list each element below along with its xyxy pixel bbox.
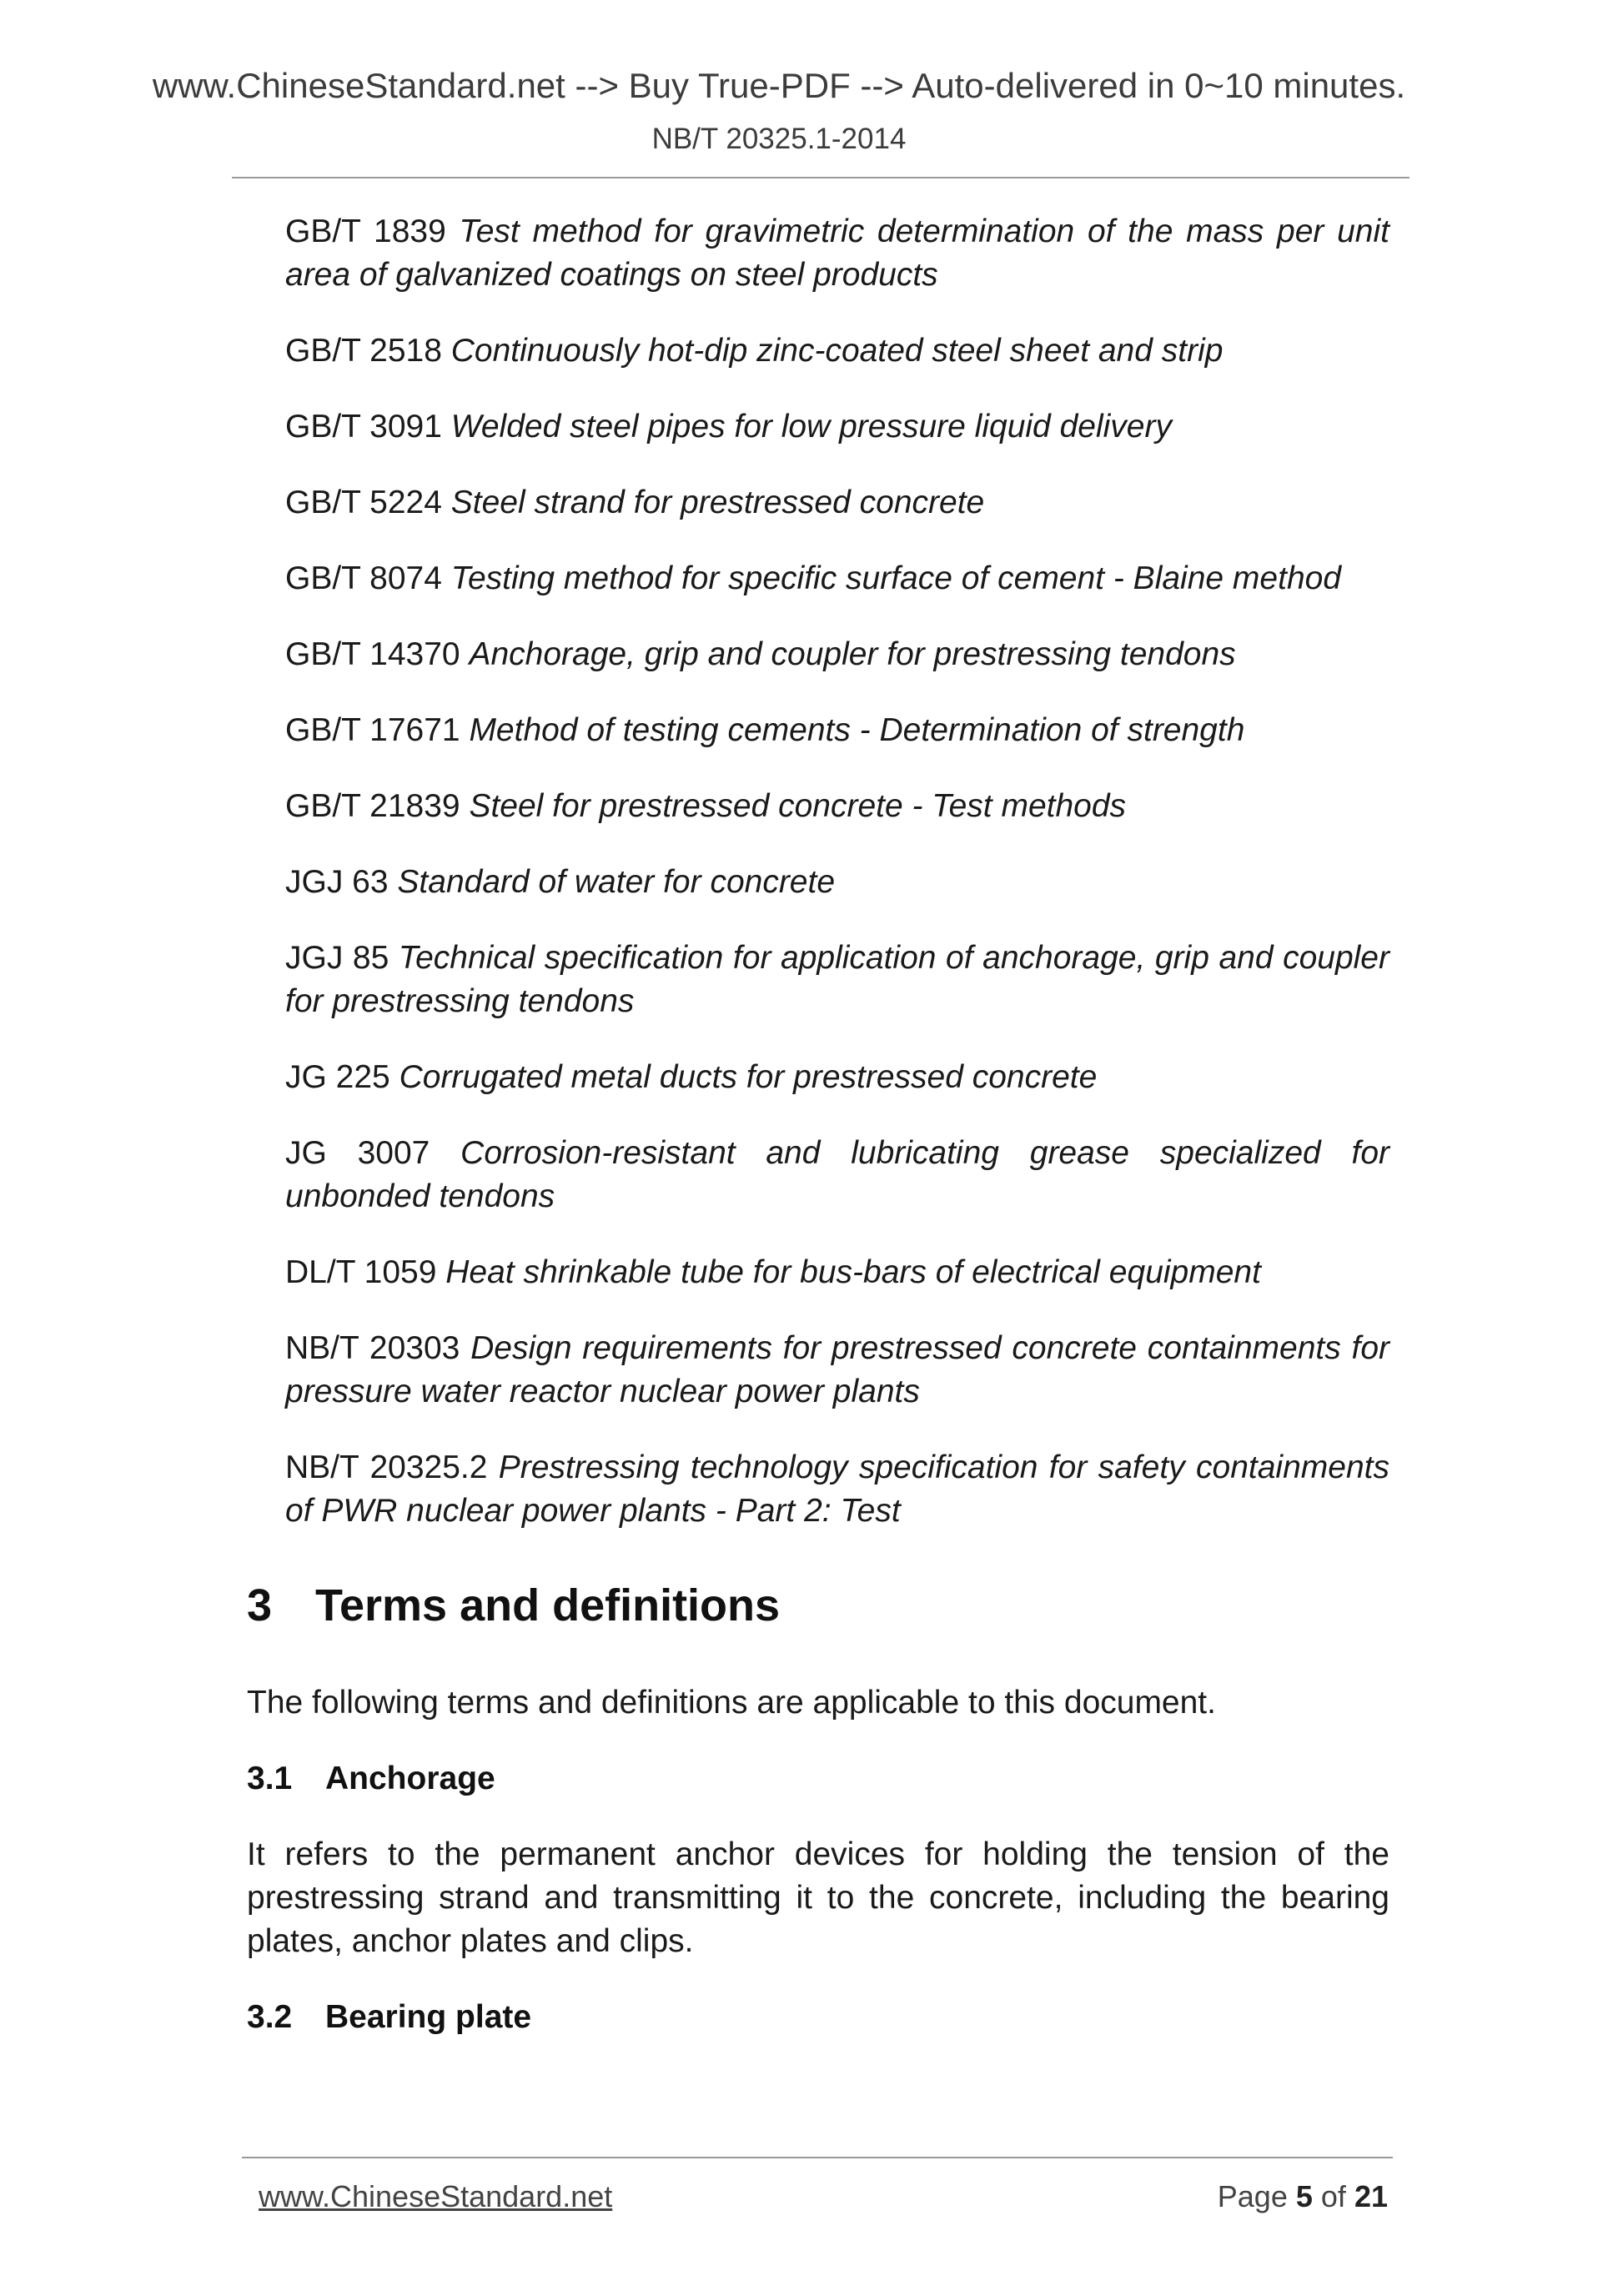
reference-item bbox=[285, 1132, 1389, 1218]
normative-references-list bbox=[285, 210, 1389, 1565]
document-id: NB/T 20325.1-2014 bbox=[651, 123, 907, 155]
page-prefix: Page bbox=[1217, 2179, 1288, 2213]
reference-code: GB/T 3091 bbox=[285, 409, 442, 445]
reference-title: Standard of water for concrete bbox=[397, 864, 836, 900]
term-number: 3.2 bbox=[247, 1999, 293, 2035]
reference-title: Steel for prestressed concrete - Test methods bbox=[469, 788, 1127, 824]
term-definition: It refers to the permanent anchor devices for holding the tension of the prestressing strand and transmitting it to the concrete, including the bearing plates, anchor plates and clips. bbox=[247, 1836, 1389, 1959]
reference-item bbox=[285, 557, 1389, 600]
reference-code: GB/T 14370 bbox=[285, 636, 460, 672]
section-title: Terms and definitions bbox=[315, 1580, 781, 1630]
term-number: 3.1 bbox=[247, 1761, 293, 1796]
reference-code: NB/T 20303 bbox=[285, 1330, 460, 1366]
reference-item bbox=[285, 210, 1389, 297]
page-current: 5 bbox=[1295, 2179, 1313, 2213]
reference-item bbox=[285, 329, 1389, 373]
reference-title: Welded steel pipes for low pressure liquid delivery bbox=[450, 409, 1172, 445]
reference-item bbox=[285, 481, 1389, 525]
section-number: 3 bbox=[247, 1580, 273, 1630]
reference-title: Heat shrinkable tube for bus-bars of electrical equipment bbox=[445, 1254, 1261, 1290]
page-separator: of bbox=[1320, 2179, 1346, 2213]
header-divider bbox=[232, 177, 1409, 178]
term-heading bbox=[247, 1757, 495, 1801]
reference-title: Technical specification for application of anchorage, grip and coupler for prestressing tendons bbox=[285, 940, 1389, 1019]
section-heading bbox=[247, 1579, 780, 1632]
reference-code: JG 225 bbox=[285, 1059, 390, 1095]
reference-item bbox=[285, 1327, 1389, 1414]
section-intro: The following terms and definitions are applicable to this document. bbox=[247, 1685, 1216, 1721]
reference-title: Corrugated metal ducts for prestressed concrete bbox=[399, 1059, 1098, 1095]
term-title: Bearing plate bbox=[325, 1999, 532, 2035]
reference-title: Method of testing cements - Determination of strength bbox=[469, 712, 1245, 748]
reference-title: Anchorage, grip and coupler for prestressing tendons bbox=[469, 636, 1236, 672]
reference-title: Test method for gravimetric determination of the mass per unit area of galvanized coatings on steel products bbox=[285, 214, 1389, 293]
reference-code: GB/T 2518 bbox=[285, 333, 442, 369]
page-total: 21 bbox=[1354, 2179, 1388, 2213]
reference-item bbox=[285, 405, 1389, 449]
reference-code: GB/T 21839 bbox=[285, 788, 460, 824]
reference-item bbox=[285, 709, 1389, 752]
footer-site-link[interactable]: www.ChineseStandard.net bbox=[259, 2179, 613, 2213]
reference-item bbox=[285, 1251, 1389, 1294]
reference-code: GB/T 8074 bbox=[285, 560, 442, 596]
reference-item bbox=[285, 1446, 1389, 1533]
page-indicator bbox=[1218, 2178, 1388, 2214]
reference-code: JGJ 85 bbox=[285, 940, 389, 976]
reference-code: JGJ 63 bbox=[285, 864, 389, 900]
term-title: Anchorage bbox=[325, 1761, 495, 1796]
reference-title: Continuously hot-dip zinc-coated steel sheet and strip bbox=[450, 333, 1224, 369]
reference-title: Design requirements for prestressed concrete containments for pressure water reactor nuclear power plants bbox=[285, 1330, 1389, 1409]
reference-code: JG 3007 bbox=[285, 1135, 430, 1171]
reference-title: Corrosion-resistant and lubricating grease specialized for unbonded tendons bbox=[285, 1135, 1389, 1214]
reference-item bbox=[285, 785, 1389, 828]
reference-code: NB/T 20325.2 bbox=[285, 1449, 488, 1485]
reference-title: Prestressing technology specification for safety containments of PWR nuclear power plants - Part 2: Test bbox=[285, 1449, 1389, 1529]
reference-code: GB/T 5224 bbox=[285, 485, 442, 520]
term-heading bbox=[247, 1996, 531, 2039]
reference-title: Testing method for specific surface of cement - Blaine method bbox=[450, 560, 1342, 596]
reference-item bbox=[285, 633, 1389, 676]
reference-code: GB/T 1839 bbox=[285, 214, 446, 249]
reference-code: DL/T 1059 bbox=[285, 1254, 437, 1290]
reference-item bbox=[285, 937, 1389, 1023]
header-banner: www.ChineseStandard.net --> Buy True-PDF --> Auto-delivered in 0~10 minutes. bbox=[152, 66, 1406, 105]
reference-item bbox=[285, 1056, 1389, 1099]
reference-code: GB/T 17671 bbox=[285, 712, 460, 748]
footer-divider bbox=[242, 2157, 1393, 2158]
reference-title: Steel strand for prestressed concrete bbox=[450, 485, 985, 520]
reference-item bbox=[285, 861, 1389, 904]
